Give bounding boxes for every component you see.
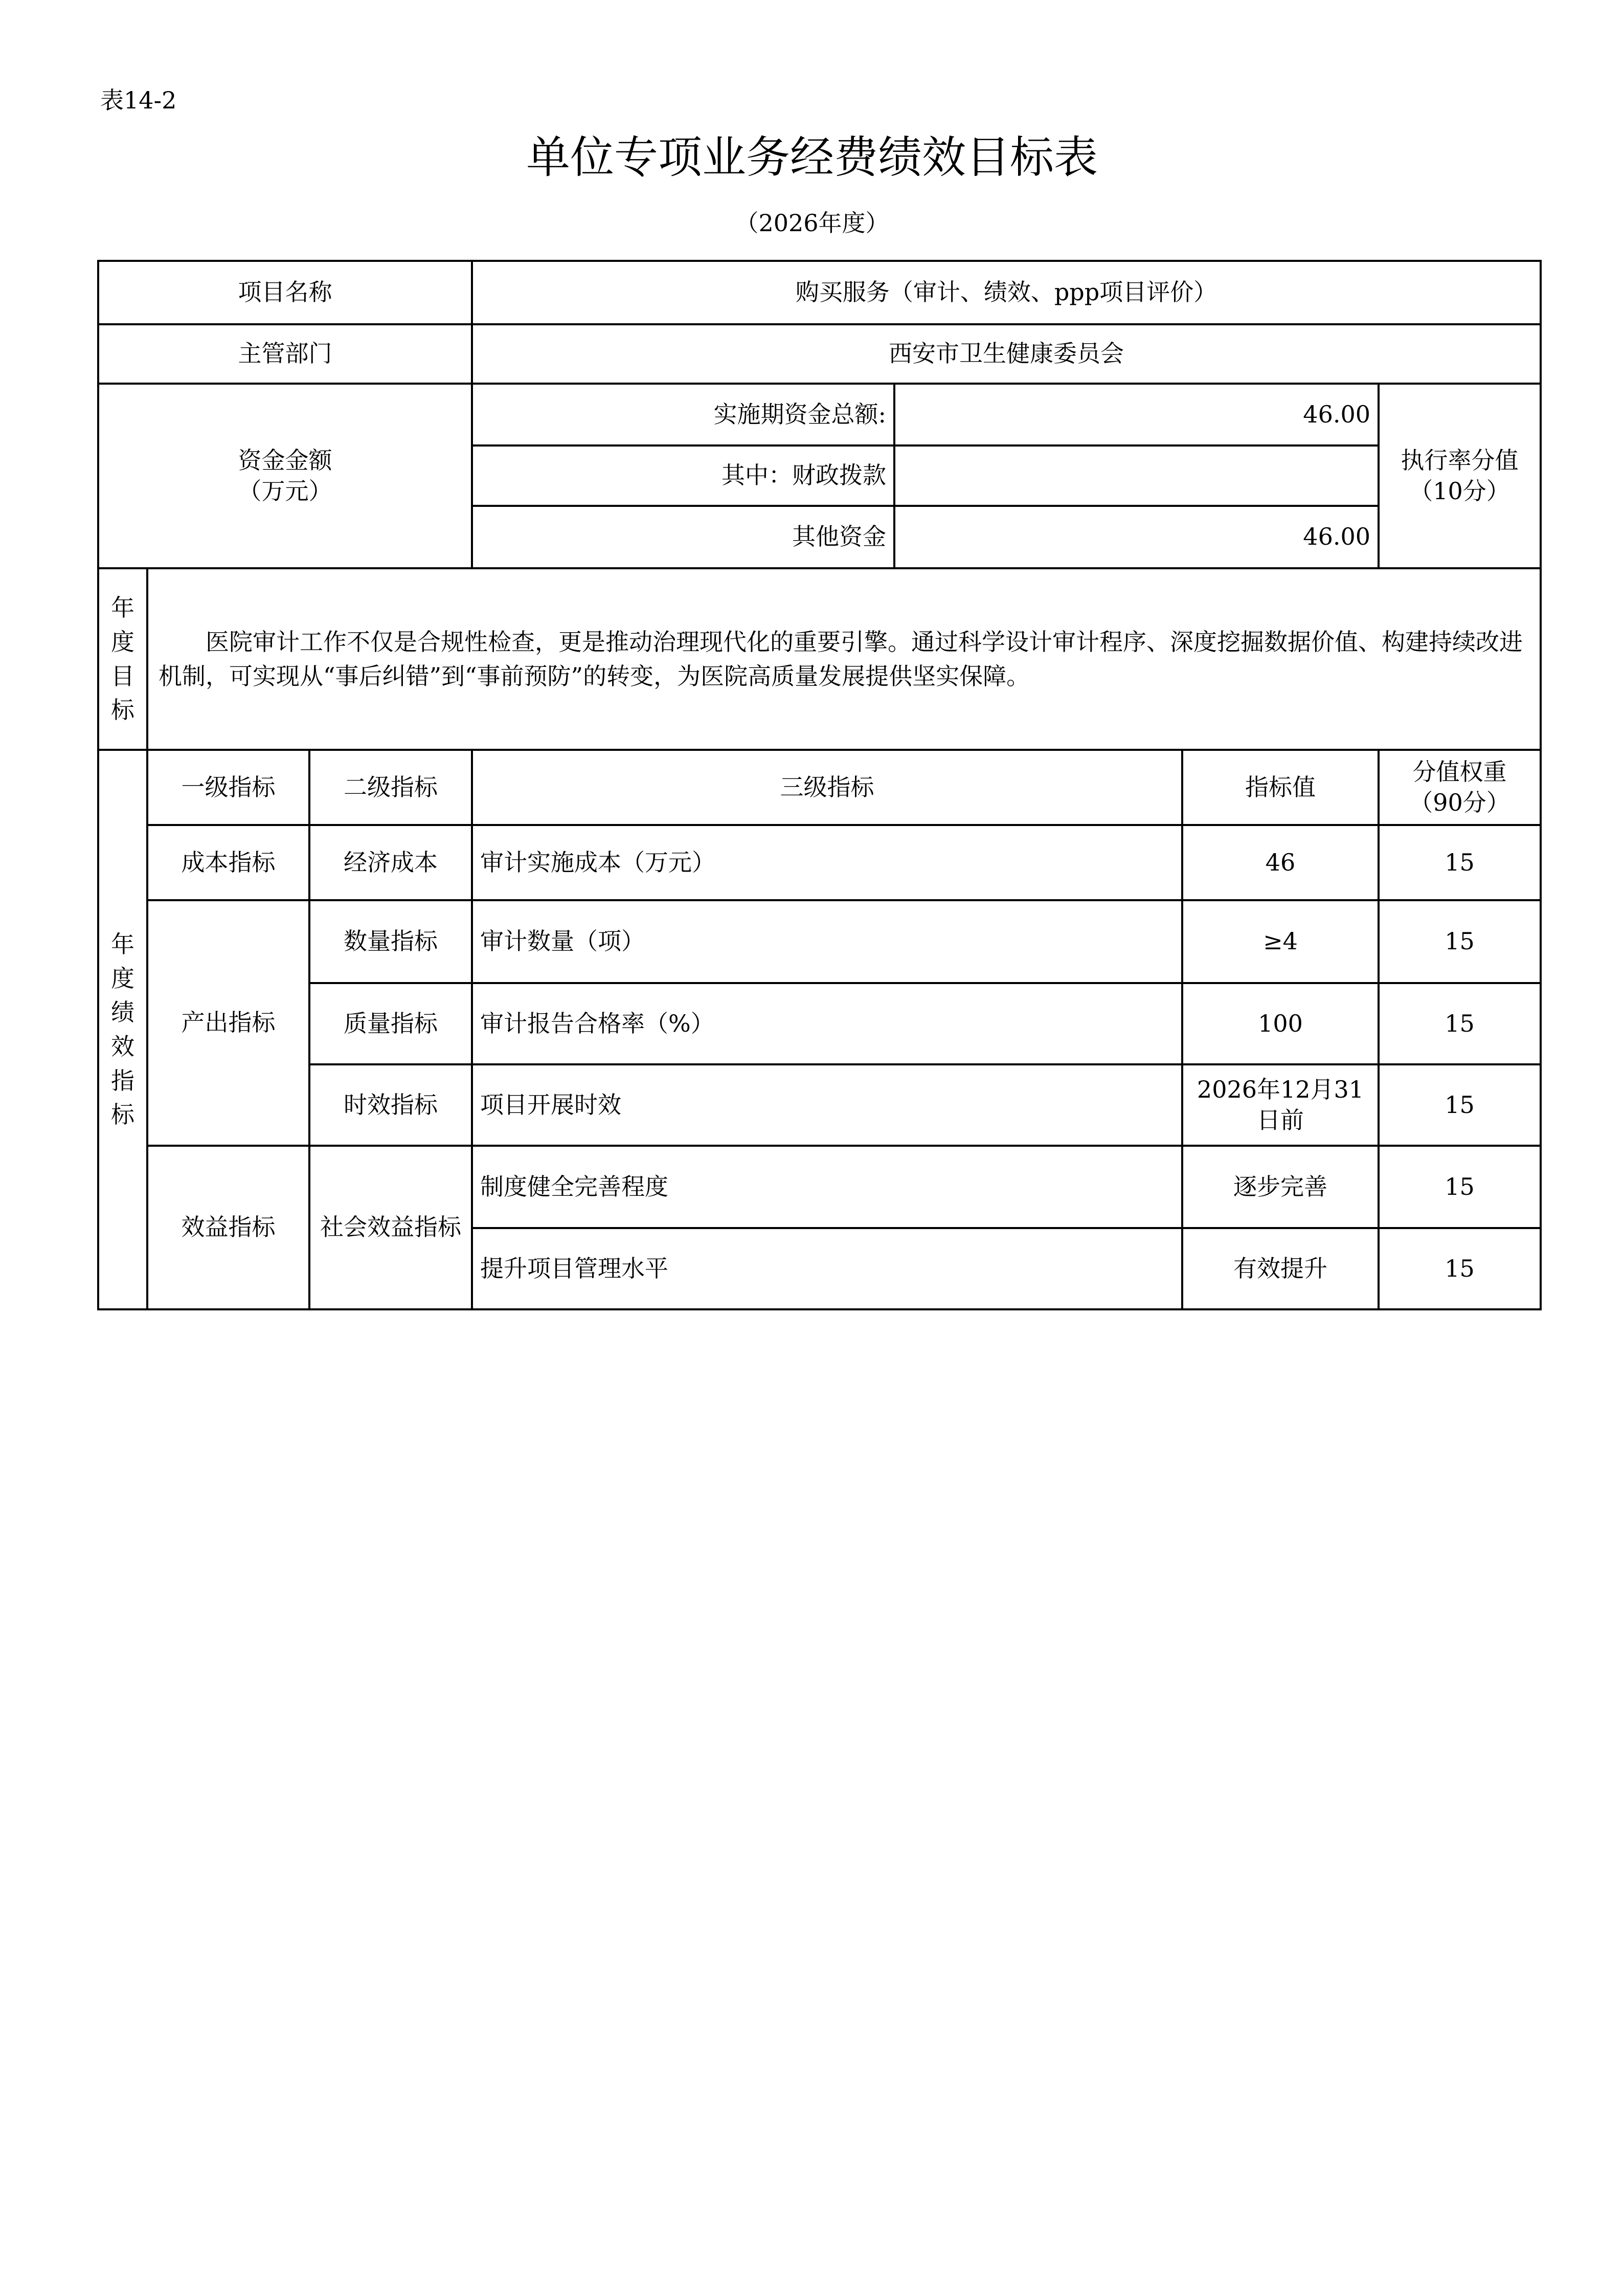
header-weight-line2: （90分） <box>1409 788 1510 816</box>
value-cell: 逐步完善 <box>1182 1146 1379 1228</box>
execution-score-line1: 执行率分值 <box>1401 446 1519 474</box>
level2-cell: 数量指标 <box>309 900 472 983</box>
level3-cell: 审计数量（项） <box>472 900 1182 983</box>
weight-cell: 15 <box>1379 1064 1541 1146</box>
level3-cell: 审计实施成本（万元） <box>472 825 1182 900</box>
weight-cell: 15 <box>1379 900 1541 983</box>
funds-fiscal-label: 其中：财政拨款 <box>472 445 894 506</box>
header-level3: 三级指标 <box>472 750 1182 825</box>
weight-cell: 15 <box>1379 825 1541 900</box>
funds-other-label: 其他资金 <box>472 506 894 568</box>
indicator-header-row <box>98 750 1541 825</box>
weight-cell: 15 <box>1379 1146 1541 1228</box>
table-row <box>98 900 1541 983</box>
value-cell: 2026年12月31日前 <box>1182 1064 1379 1146</box>
funds-total-row <box>98 384 1541 445</box>
weight-cell: 15 <box>1379 983 1541 1064</box>
execution-score <box>1379 384 1541 568</box>
project-name-row <box>98 261 1541 324</box>
level2-cell: 时效指标 <box>309 1064 472 1146</box>
funds-total-label: 实施期资金总额: <box>472 384 894 445</box>
project-name-label: 项目名称 <box>98 261 472 324</box>
funds-label-line1: 资金金额 <box>238 446 332 474</box>
header-level1: 一级指标 <box>147 750 309 825</box>
page-title: 单位专项业务经费绩效目标表 <box>526 132 1098 183</box>
value-cell: 有效提升 <box>1182 1228 1379 1309</box>
value-cell: 100 <box>1182 983 1379 1064</box>
level3-cell: 提升项目管理水平 <box>472 1228 1182 1309</box>
funds-total-value: 46.00 <box>894 384 1379 445</box>
funds-label-line2: （万元） <box>238 477 332 505</box>
level3-cell: 审计报告合格率（%） <box>472 983 1182 1064</box>
department-label: 主管部门 <box>98 324 472 384</box>
funds-label <box>98 384 472 568</box>
department-value: 西安市卫生健康委员会 <box>472 324 1541 384</box>
level1-cell: 效益指标 <box>147 1146 309 1309</box>
header-weight-line1: 分值权重 <box>1412 757 1507 786</box>
level1-cell: 成本指标 <box>147 825 309 900</box>
level2-cell: 质量指标 <box>309 983 472 1064</box>
table-row <box>98 1064 1541 1146</box>
value-cell: ≥4 <box>1182 900 1379 983</box>
annual-goal-label: 年度目标 <box>98 568 147 750</box>
annual-goal-text <box>147 568 1541 750</box>
level3-cell: 项目开展时效 <box>472 1064 1182 1146</box>
project-name-value: 购买服务（审计、绩效、ppp项目评价） <box>472 261 1541 324</box>
performance-target-table <box>97 260 1542 1310</box>
page-subtitle: （2026年度） <box>735 209 889 237</box>
value-cell: 46 <box>1182 825 1379 900</box>
document-code: 表14-2 <box>100 86 177 114</box>
weight-cell: 15 <box>1379 1228 1541 1309</box>
level2-cell: 经济成本 <box>309 825 472 900</box>
level1-cell: 产出指标 <box>147 900 309 1146</box>
annual-goal-row <box>98 568 1541 750</box>
table-row <box>98 983 1541 1064</box>
level2-cell: 社会效益指标 <box>309 1146 472 1309</box>
table-row <box>98 1146 1541 1228</box>
header-value: 指标值 <box>1182 750 1379 825</box>
funds-fiscal-value <box>894 445 1379 506</box>
header-weight <box>1379 750 1541 825</box>
annual-goal-paragraph: 医院审计工作不仅是合规性检查，更是推动治理现代化的重要引擎。通过科学设计审计程序、深度挖掘数据价值、构建持续改进机制，可实现从“事后纠错”到“事前预防”的转变，为医院高质量发展提供坚实保障。 <box>159 628 1523 690</box>
department-row <box>98 324 1541 384</box>
table-row <box>98 825 1541 900</box>
level3-cell: 制度健全完善程度 <box>472 1146 1182 1228</box>
execution-score-line2: （10分） <box>1409 477 1510 505</box>
header-level2: 二级指标 <box>309 750 472 825</box>
indicators-section-label: 年度绩效指标 <box>98 750 147 1309</box>
funds-other-value: 46.00 <box>894 506 1379 568</box>
